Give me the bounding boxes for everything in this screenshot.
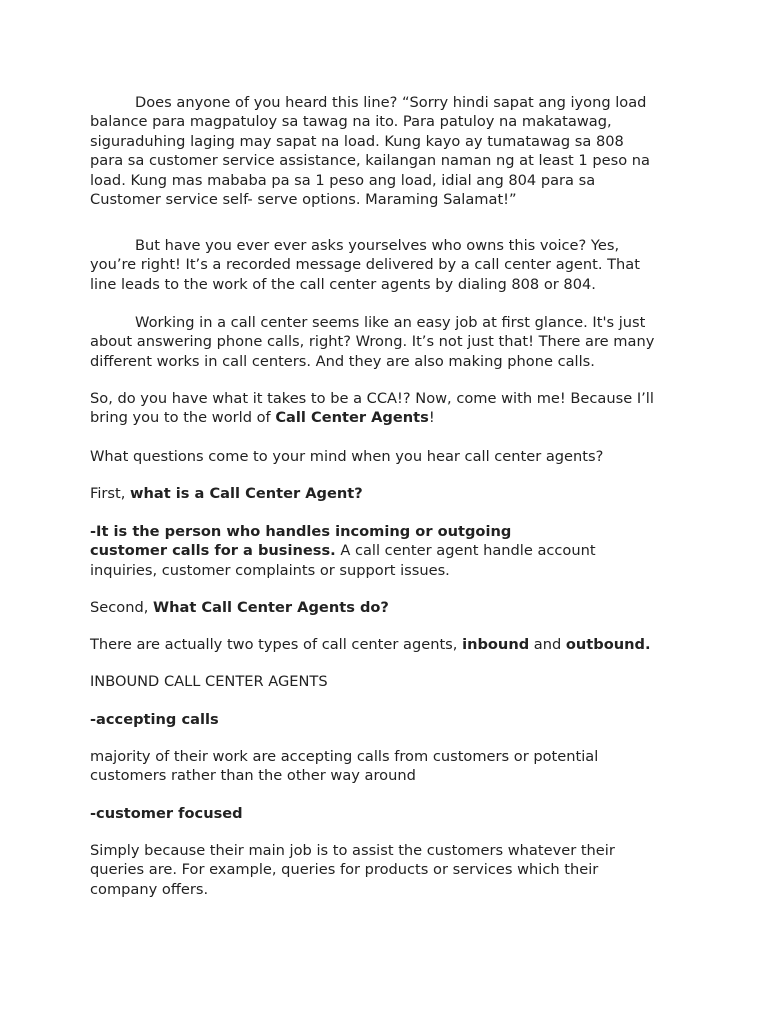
- paragraph-text: !: [428, 409, 435, 427]
- subheading-text: -accepting calls: [90, 711, 219, 728]
- cca-invite-paragraph: [90, 389, 700, 428]
- paragraph-text: First,: [90, 485, 130, 502]
- paragraph-line: What questions come to your mind when you hear call center agents?: [90, 448, 604, 465]
- voice-owner-paragraph: [90, 236, 700, 294]
- paragraph-text: A call center agent handle account: [335, 542, 596, 560]
- first-question-paragraph: [90, 484, 700, 503]
- paragraph-line: about answering phone calls, right? Wrong. It’s not just that! There are many: [90, 333, 655, 351]
- questions-paragraph: [90, 447, 700, 466]
- paragraph-line: siguraduhing laging may sapat na load. Kung kayo ay tumatawag sa 808: [90, 132, 624, 150]
- paragraph-line: you’re right! It’s a recorded message delivered by a call center agent. That: [90, 256, 640, 274]
- paragraph-line: para sa customer service assistance, kailangan naman ng at least 1 peso na: [90, 152, 650, 170]
- emphasis-outbound: outbound.: [565, 636, 651, 653]
- second-question-paragraph: [90, 598, 700, 617]
- paragraph-text: and: [529, 636, 566, 653]
- paragraph-line: customers rather than the other way around: [90, 767, 416, 785]
- paragraph-line: company offers.: [90, 880, 209, 898]
- customer-focused-paragraph: [90, 841, 700, 899]
- paragraph-line: inquiries, customer complaints or support issues.: [90, 561, 450, 579]
- emphasis-call-center-agents: Call Center Agents: [275, 409, 429, 427]
- definition-bold-text: customer calls for a business.: [90, 542, 336, 560]
- paragraph-line: load. Kung mas mababa pa sa 1 peso ang load, idial ang 804 para sa: [90, 171, 596, 189]
- inbound-section-heading: [90, 672, 700, 691]
- definition-paragraph: [90, 522, 700, 580]
- paragraph-line: So, do you have what it takes to be a CCA!? Now, come with me! Because I’ll: [90, 390, 654, 407]
- intro-quote-paragraph: [90, 93, 700, 209]
- paragraph-line: majority of their work are accepting calls from customers or potential: [90, 748, 599, 765]
- paragraph-line: Customer service self- serve options. Maraming Salamat!”: [90, 191, 517, 209]
- paragraph-text: There are actually two types of call center agents,: [90, 636, 463, 653]
- question-heading: what is a Call Center Agent?: [130, 485, 363, 502]
- definition-bold-text: -It is the person who handles incoming or outgoing: [90, 523, 512, 540]
- paragraph-line: queries are. For example, queries for products or services which their: [90, 861, 599, 879]
- accepting-calls-heading: [90, 710, 700, 729]
- paragraph-line: balance para magpatuloy sa tawag na ito. Para patuloy na makatawag,: [90, 113, 612, 131]
- paragraph-text: Second,: [90, 599, 153, 616]
- question-heading: What Call Center Agents do?: [153, 599, 389, 616]
- accepting-calls-paragraph: [90, 747, 700, 786]
- paragraph-line: Simply because their main job is to assist the customers whatever their: [90, 842, 615, 859]
- paragraph-line: Does anyone of you heard this line? “Sorry hindi sapat ang iyong load: [135, 94, 647, 111]
- paragraph-line: different works in call centers. And they are also making phone calls.: [90, 352, 595, 370]
- agent-types-paragraph: [90, 635, 700, 654]
- paragraph-line: Working in a call center seems like an easy job at first glance. It's just: [135, 314, 646, 331]
- customer-focused-heading: [90, 804, 700, 823]
- emphasis-inbound: inbound: [462, 636, 530, 653]
- section-heading: INBOUND CALL CENTER AGENTS: [90, 673, 328, 690]
- paragraph-line: But have you ever ever asks yourselves who owns this voice? Yes,: [135, 237, 620, 254]
- working-call-center-paragraph: [90, 313, 700, 371]
- subheading-text: -customer focused: [90, 805, 243, 822]
- paragraph-line: line leads to the work of the call center agents by dialing 808 or 804.: [90, 275, 596, 293]
- paragraph-text: bring you to the world of: [90, 409, 276, 427]
